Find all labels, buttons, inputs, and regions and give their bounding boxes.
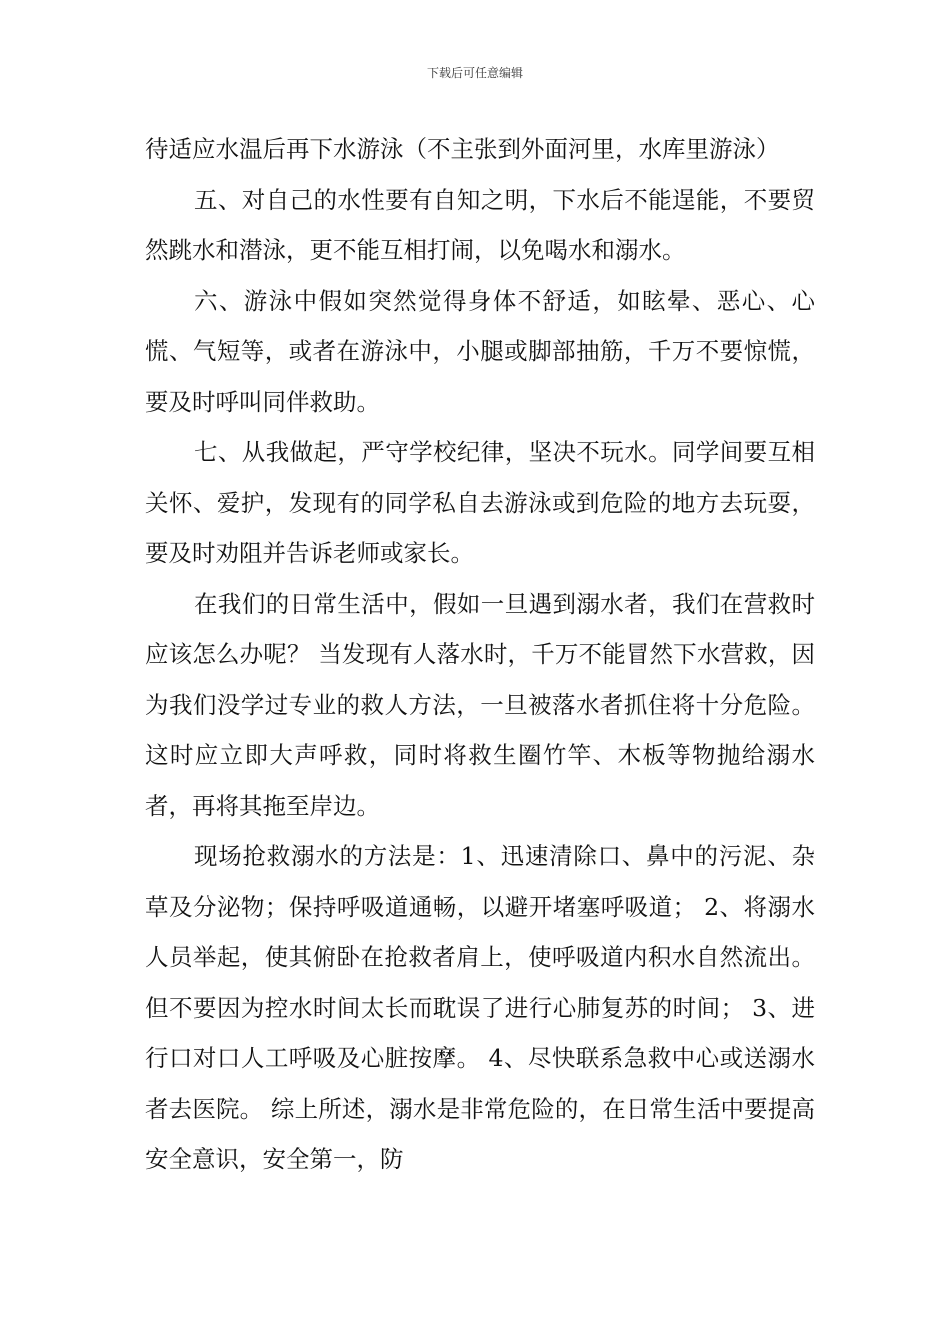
paragraph-4: 七、从我做起，严守学校纪律，坚决不玩水。同学间要互相关怀、爱护，发现有的同学私自去游泳或到危险的地方去玩耍，要及时劝阻并告诉老师或家长。: [145, 438, 815, 567]
page-header: 下载后可任意编辑: [426, 66, 523, 80]
paragraph-5: 在我们的日常生活中，假如一旦遇到溺水者，我们在营救时应该怎么办呢？ 当发现有人落水时，千万不能冒然下水营救，因为我们没学过专业的救人方法，一旦被落水者抓住将十分危险。这时应立即大声呼救，同时将救生圈竹竿、木板等物抛给溺水者，再将其拖至岸边。: [145, 589, 815, 820]
paragraph-2: 五、对自己的水性要有自知之明，下水后不能逞能，不要贸然跳水和潜泳，更不能互相打闹，以免喝水和溺水。: [145, 185, 815, 264]
document-body: [145, 124, 815, 1185]
paragraph-1: 待适应水温后再下水游泳（不主张到外面河里，水库里游泳）: [145, 135, 780, 163]
paragraph-6: 现场抢救溺水的方法是：1、迅速清除口、鼻中的污泥、杂草及分泌物；保持呼吸道通畅，以避开堵塞呼吸道； 2、将溺水人员举起，使其俯卧在抢救者肩上，使呼吸道内积水自然流出。但不要因为控水时间太长而耽误了进行心肺复苏的时间； 3、进行口对口人工呼吸及心脏按摩。 4、尽快联系急救中心或送溺水者去医院。 综上所述，溺水是非常危险的，在日常生活中要提高安全意识，安全第一，防: [145, 842, 815, 1173]
paragraph-3: 六、游泳中假如突然觉得身体不舒适，如眩晕、恶心、心慌、气短等，或者在游泳中，小腿或脚部抽筋，千万不要惊慌，要及时呼叫同伴救助。: [145, 286, 815, 416]
